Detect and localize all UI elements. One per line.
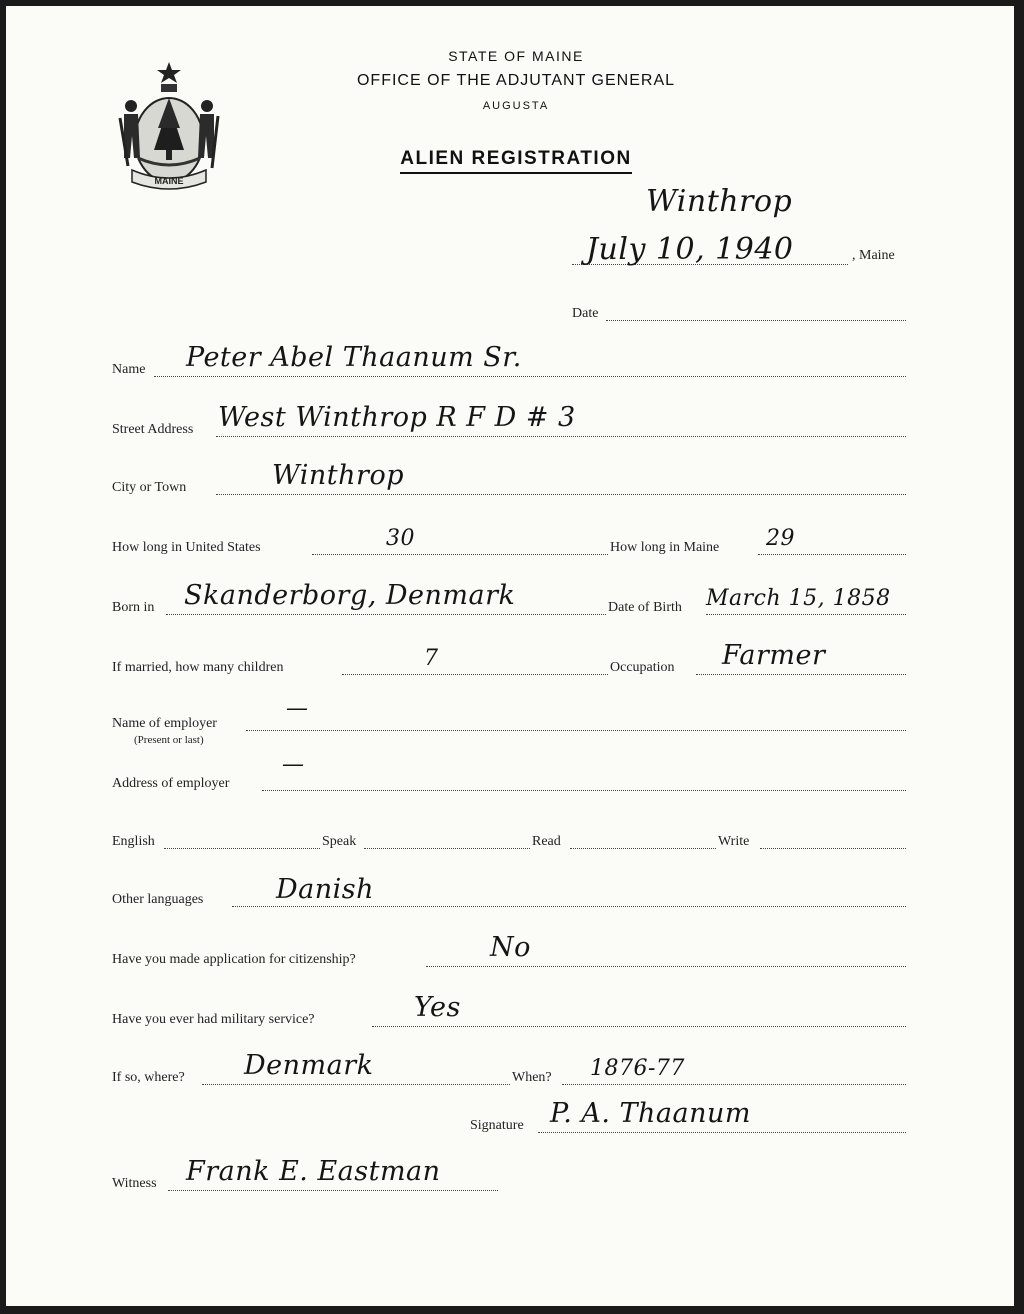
maine-state-seal: [114, 58, 224, 194]
us-value: 30: [386, 526, 415, 551]
military-label: Have you ever had military service?: [112, 1012, 315, 1027]
military-line: [372, 1026, 906, 1027]
city-line: [216, 494, 906, 495]
registration-form: [6, 6, 1014, 1306]
employer-value: —: [286, 696, 309, 721]
when-label: When?: [512, 1070, 552, 1085]
form-title: ALIEN REGISTRATION: [306, 148, 726, 170]
children-line: [342, 674, 608, 675]
signature-line: [538, 1132, 906, 1133]
born-label: Born in: [112, 600, 155, 615]
when-value: 1876-77: [590, 1056, 685, 1081]
witness-line: [168, 1190, 498, 1191]
signature-value: P. A. Thaanum: [550, 1098, 751, 1129]
read-label: Read: [532, 834, 561, 849]
town-value: Winthrop: [646, 184, 793, 219]
born-value: Skanderborg, Denmark: [184, 580, 516, 611]
write-line: [760, 848, 906, 849]
dob-label: Date of Birth: [608, 600, 682, 615]
dob-value: March 15, 1858: [706, 586, 891, 611]
occupation-value: Farmer: [722, 640, 826, 671]
witness-value: Frank E. Eastman: [186, 1156, 441, 1187]
citizenship-value: No: [490, 932, 531, 963]
maine-value: 29: [766, 526, 795, 551]
seal-label: MAINE: [154, 176, 184, 186]
street-label: Street Address: [112, 422, 194, 437]
witness-label: Witness: [112, 1176, 157, 1191]
name-line: [154, 376, 906, 377]
speak-line: [364, 848, 530, 849]
office-heading: OFFICE OF THE ADJUTANT GENERAL: [356, 72, 676, 89]
employer-label: Name of employer: [112, 716, 217, 731]
other-languages-line: [232, 906, 906, 907]
employer-address-label: Address of employer: [112, 776, 230, 791]
employer-line: [246, 730, 906, 731]
citizenship-label: Have you made application for citizenship?: [112, 952, 356, 967]
military-value: Yes: [414, 992, 461, 1023]
state-heading: STATE OF MAINE: [448, 48, 584, 64]
maine-label: How long in Maine: [610, 540, 720, 555]
where-line: [202, 1084, 510, 1085]
dob-line: [706, 614, 906, 615]
name-label: Name: [112, 362, 146, 377]
city-value: Winthrop: [272, 460, 404, 491]
write-label: Write: [718, 834, 750, 849]
maine-suffix: , Maine: [852, 248, 895, 263]
speak-label: Speak: [322, 834, 357, 849]
employer-sub-label: (Present or last): [134, 734, 204, 746]
occupation-label: Occupation: [610, 660, 675, 675]
children-value: 7: [424, 646, 439, 671]
us-line: [312, 554, 608, 555]
read-line: [570, 848, 716, 849]
children-label: If married, how many children: [112, 660, 284, 675]
city-heading: AUGUSTA: [482, 100, 550, 112]
when-line: [562, 1084, 906, 1085]
occupation-line: [696, 674, 906, 675]
where-label: If so, where?: [112, 1070, 185, 1085]
other-languages-label: Other languages: [112, 892, 204, 907]
born-line: [166, 614, 606, 615]
signature-label: Signature: [470, 1118, 524, 1133]
date-label-line: [606, 320, 906, 321]
english-label: English: [112, 834, 155, 849]
other-languages-value: Danish: [276, 874, 375, 905]
where-value: Denmark: [244, 1050, 374, 1081]
city-label: City or Town: [112, 480, 187, 495]
street-line: [216, 436, 906, 437]
employer-address-line: [262, 790, 906, 791]
us-label: How long in United States: [112, 540, 261, 555]
date-label: Date: [572, 306, 599, 321]
date-value: July 10, 1940: [586, 232, 794, 267]
citizenship-line: [426, 966, 906, 967]
maine-line: [758, 554, 906, 555]
employer-address-value: —: [282, 752, 305, 777]
street-value: West Winthrop R F D # 3: [218, 402, 576, 433]
english-line: [164, 848, 320, 849]
name-value: Peter Abel Thaanum Sr.: [186, 342, 522, 373]
